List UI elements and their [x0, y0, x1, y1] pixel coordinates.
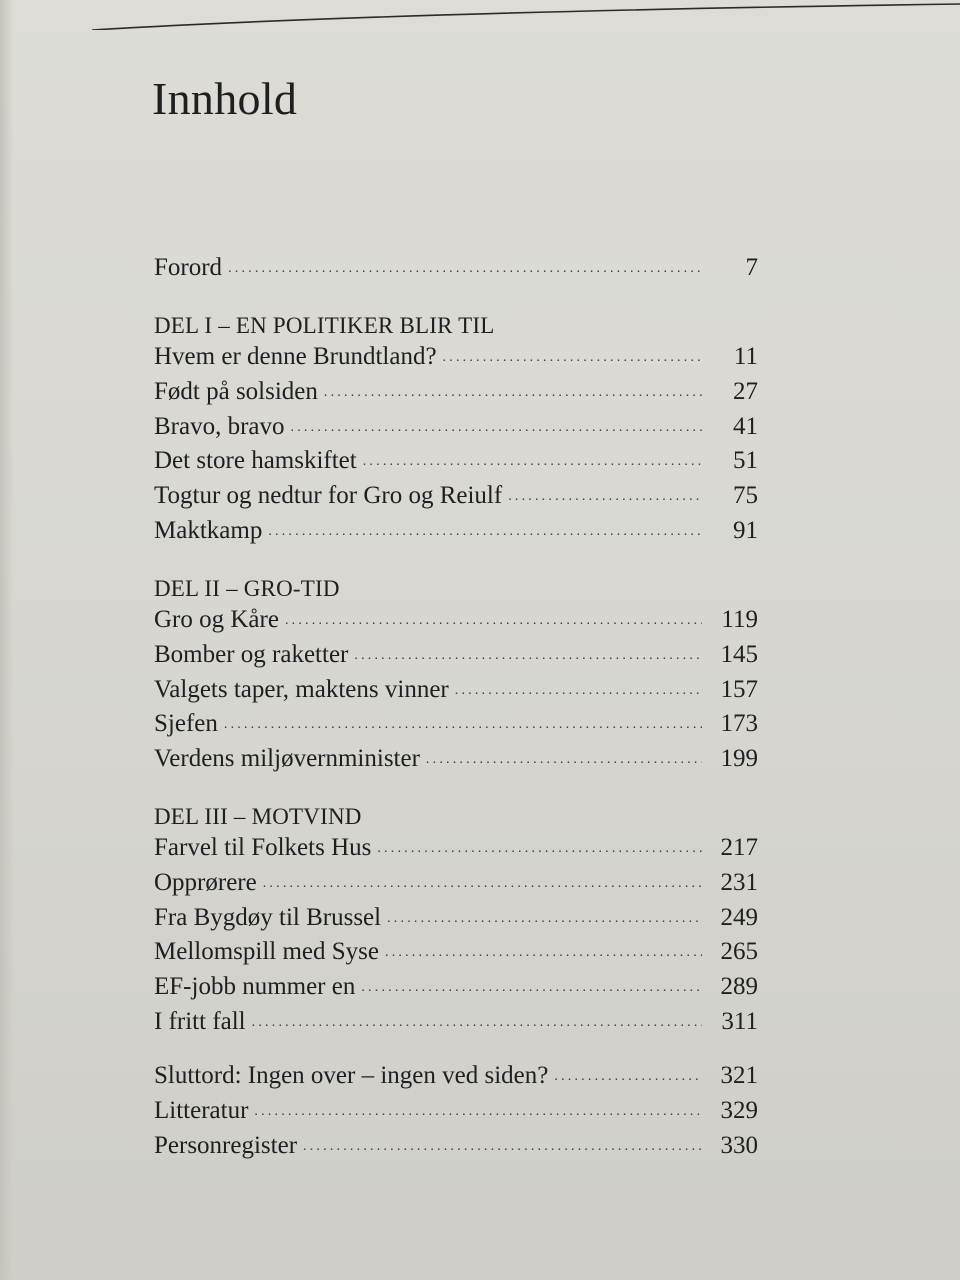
- part-heading-del-1: DEL I – EN POLITIKER BLIR TIL: [154, 312, 495, 338]
- toc-entry-label: Litteratur: [154, 1097, 249, 1125]
- toc-entry-label: Bomber og raketter: [154, 640, 349, 668]
- toc-entry: [154, 938, 758, 973]
- page-title: Innhold: [152, 73, 298, 124]
- toc-entry-page: 289: [720, 973, 758, 1001]
- toc-entry-label: Personregister: [154, 1131, 298, 1159]
- toc-entry: [154, 413, 758, 448]
- toc-entry-page: 249: [720, 903, 758, 931]
- toc-entry-litteratur: [154, 1097, 758, 1132]
- toc-entry: [154, 482, 758, 517]
- toc-entry-label: I fritt fall: [154, 1007, 246, 1035]
- toc-entry-page: 7: [745, 254, 758, 281]
- toc-entry: [154, 378, 758, 413]
- dot-leader: [268, 524, 702, 540]
- toc-entry-page: 329: [720, 1097, 758, 1125]
- dot-leader: [291, 420, 702, 436]
- toc-entry: [154, 343, 758, 378]
- dot-leader: [224, 717, 702, 733]
- toc-entry: [154, 745, 758, 780]
- dot-leader: [254, 1104, 702, 1120]
- toc-entry-page: 145: [720, 640, 758, 668]
- toc-entry-label: Opprørere: [154, 869, 257, 896]
- toc-entry-page: 91: [733, 516, 758, 544]
- toc-entry: [154, 710, 758, 745]
- toc-entry-personregister: [154, 1132, 758, 1167]
- toc-entry-label: Født på solsiden: [154, 378, 318, 406]
- dot-leader: [361, 980, 702, 996]
- toc-entry: [154, 1008, 758, 1043]
- dot-leader: [263, 876, 702, 892]
- toc-entry-label: Sluttord: Ingen over – ingen ved siden?: [154, 1062, 549, 1090]
- toc-entry-label: Hvem er denne Brundtland?: [154, 343, 437, 371]
- toc-entry: [154, 973, 758, 1008]
- dot-leader: [377, 841, 702, 857]
- dot-leader: [228, 261, 702, 277]
- toc-entry: [154, 904, 758, 939]
- toc-entry: [154, 606, 758, 641]
- toc-entry-label: Valgets taper, maktens vinner: [154, 675, 449, 703]
- toc-entry-page: 311: [721, 1007, 758, 1035]
- toc-entry-page: 321: [720, 1062, 758, 1090]
- toc-entry: [154, 869, 758, 904]
- toc-entry: [154, 517, 758, 552]
- toc-entry-forord: [154, 254, 758, 289]
- toc-entry-label: Fra Bygdøy til Brussel: [154, 903, 382, 931]
- toc-entry-page: 265: [720, 938, 758, 966]
- toc-entry-page: 41: [733, 412, 758, 440]
- toc-entry-page: 217: [720, 834, 758, 862]
- toc-entry-label: EF-jobb nummer en: [154, 973, 356, 1001]
- toc-entry-label: Maktkamp: [154, 516, 263, 544]
- dot-leader: [285, 613, 702, 629]
- dot-leader: [385, 945, 702, 961]
- dot-leader: [387, 911, 702, 927]
- toc-entry: [154, 834, 758, 869]
- part-heading-del-3: DEL III – MOTVIND: [154, 803, 362, 829]
- toc-entry-page: 11: [733, 343, 758, 371]
- page-edge-shadow: [0, 0, 14, 1280]
- toc-entry-page: 27: [733, 378, 758, 406]
- dot-leader: [455, 683, 702, 699]
- toc-entry-page: 231: [720, 869, 758, 896]
- toc-entry-page: 330: [720, 1131, 758, 1159]
- part-heading-del-2: DEL II – GRO-TID: [154, 575, 340, 601]
- dot-leader: [354, 648, 702, 664]
- dot-leader: [508, 489, 702, 505]
- toc-entry-label: Forord: [154, 254, 223, 281]
- dot-leader: [252, 1015, 702, 1031]
- toc-entry: [154, 676, 758, 711]
- top-rule: [92, 0, 960, 30]
- toc-entry-sluttord: [154, 1062, 758, 1097]
- toc-entry-label: Togtur og nedtur for Gro og Reiulf: [154, 482, 503, 510]
- toc-entry: [154, 641, 758, 676]
- toc-entry-label: Sjefen: [154, 710, 218, 738]
- toc-entry-page: 157: [720, 675, 758, 703]
- toc-entry-page: 51: [733, 447, 758, 475]
- toc-entry-label: Verdens miljøvernminister: [154, 744, 420, 772]
- toc-entry-label: Gro og Kåre: [154, 606, 279, 634]
- toc-entry-label: Det store hamskiftet: [154, 447, 357, 475]
- toc-entry-page: 173: [720, 710, 758, 738]
- dot-leader: [443, 350, 702, 366]
- table-of-contents: [154, 254, 758, 1167]
- toc-entry-page: 119: [721, 606, 758, 634]
- dot-leader: [426, 752, 702, 768]
- toc-entry-label: Farvel til Folkets Hus: [154, 834, 372, 862]
- dot-leader: [554, 1069, 702, 1085]
- toc-entry-label: Mellomspill med Syse: [154, 938, 379, 966]
- toc-entry-page: 75: [733, 482, 758, 510]
- toc-entry-label: Bravo, bravo: [154, 412, 285, 440]
- dot-leader: [324, 385, 702, 401]
- dot-leader: [303, 1139, 702, 1155]
- section-gap: [154, 1042, 758, 1062]
- toc-entry-page: 199: [720, 744, 758, 772]
- toc-entry: [154, 447, 758, 482]
- dot-leader: [363, 454, 702, 470]
